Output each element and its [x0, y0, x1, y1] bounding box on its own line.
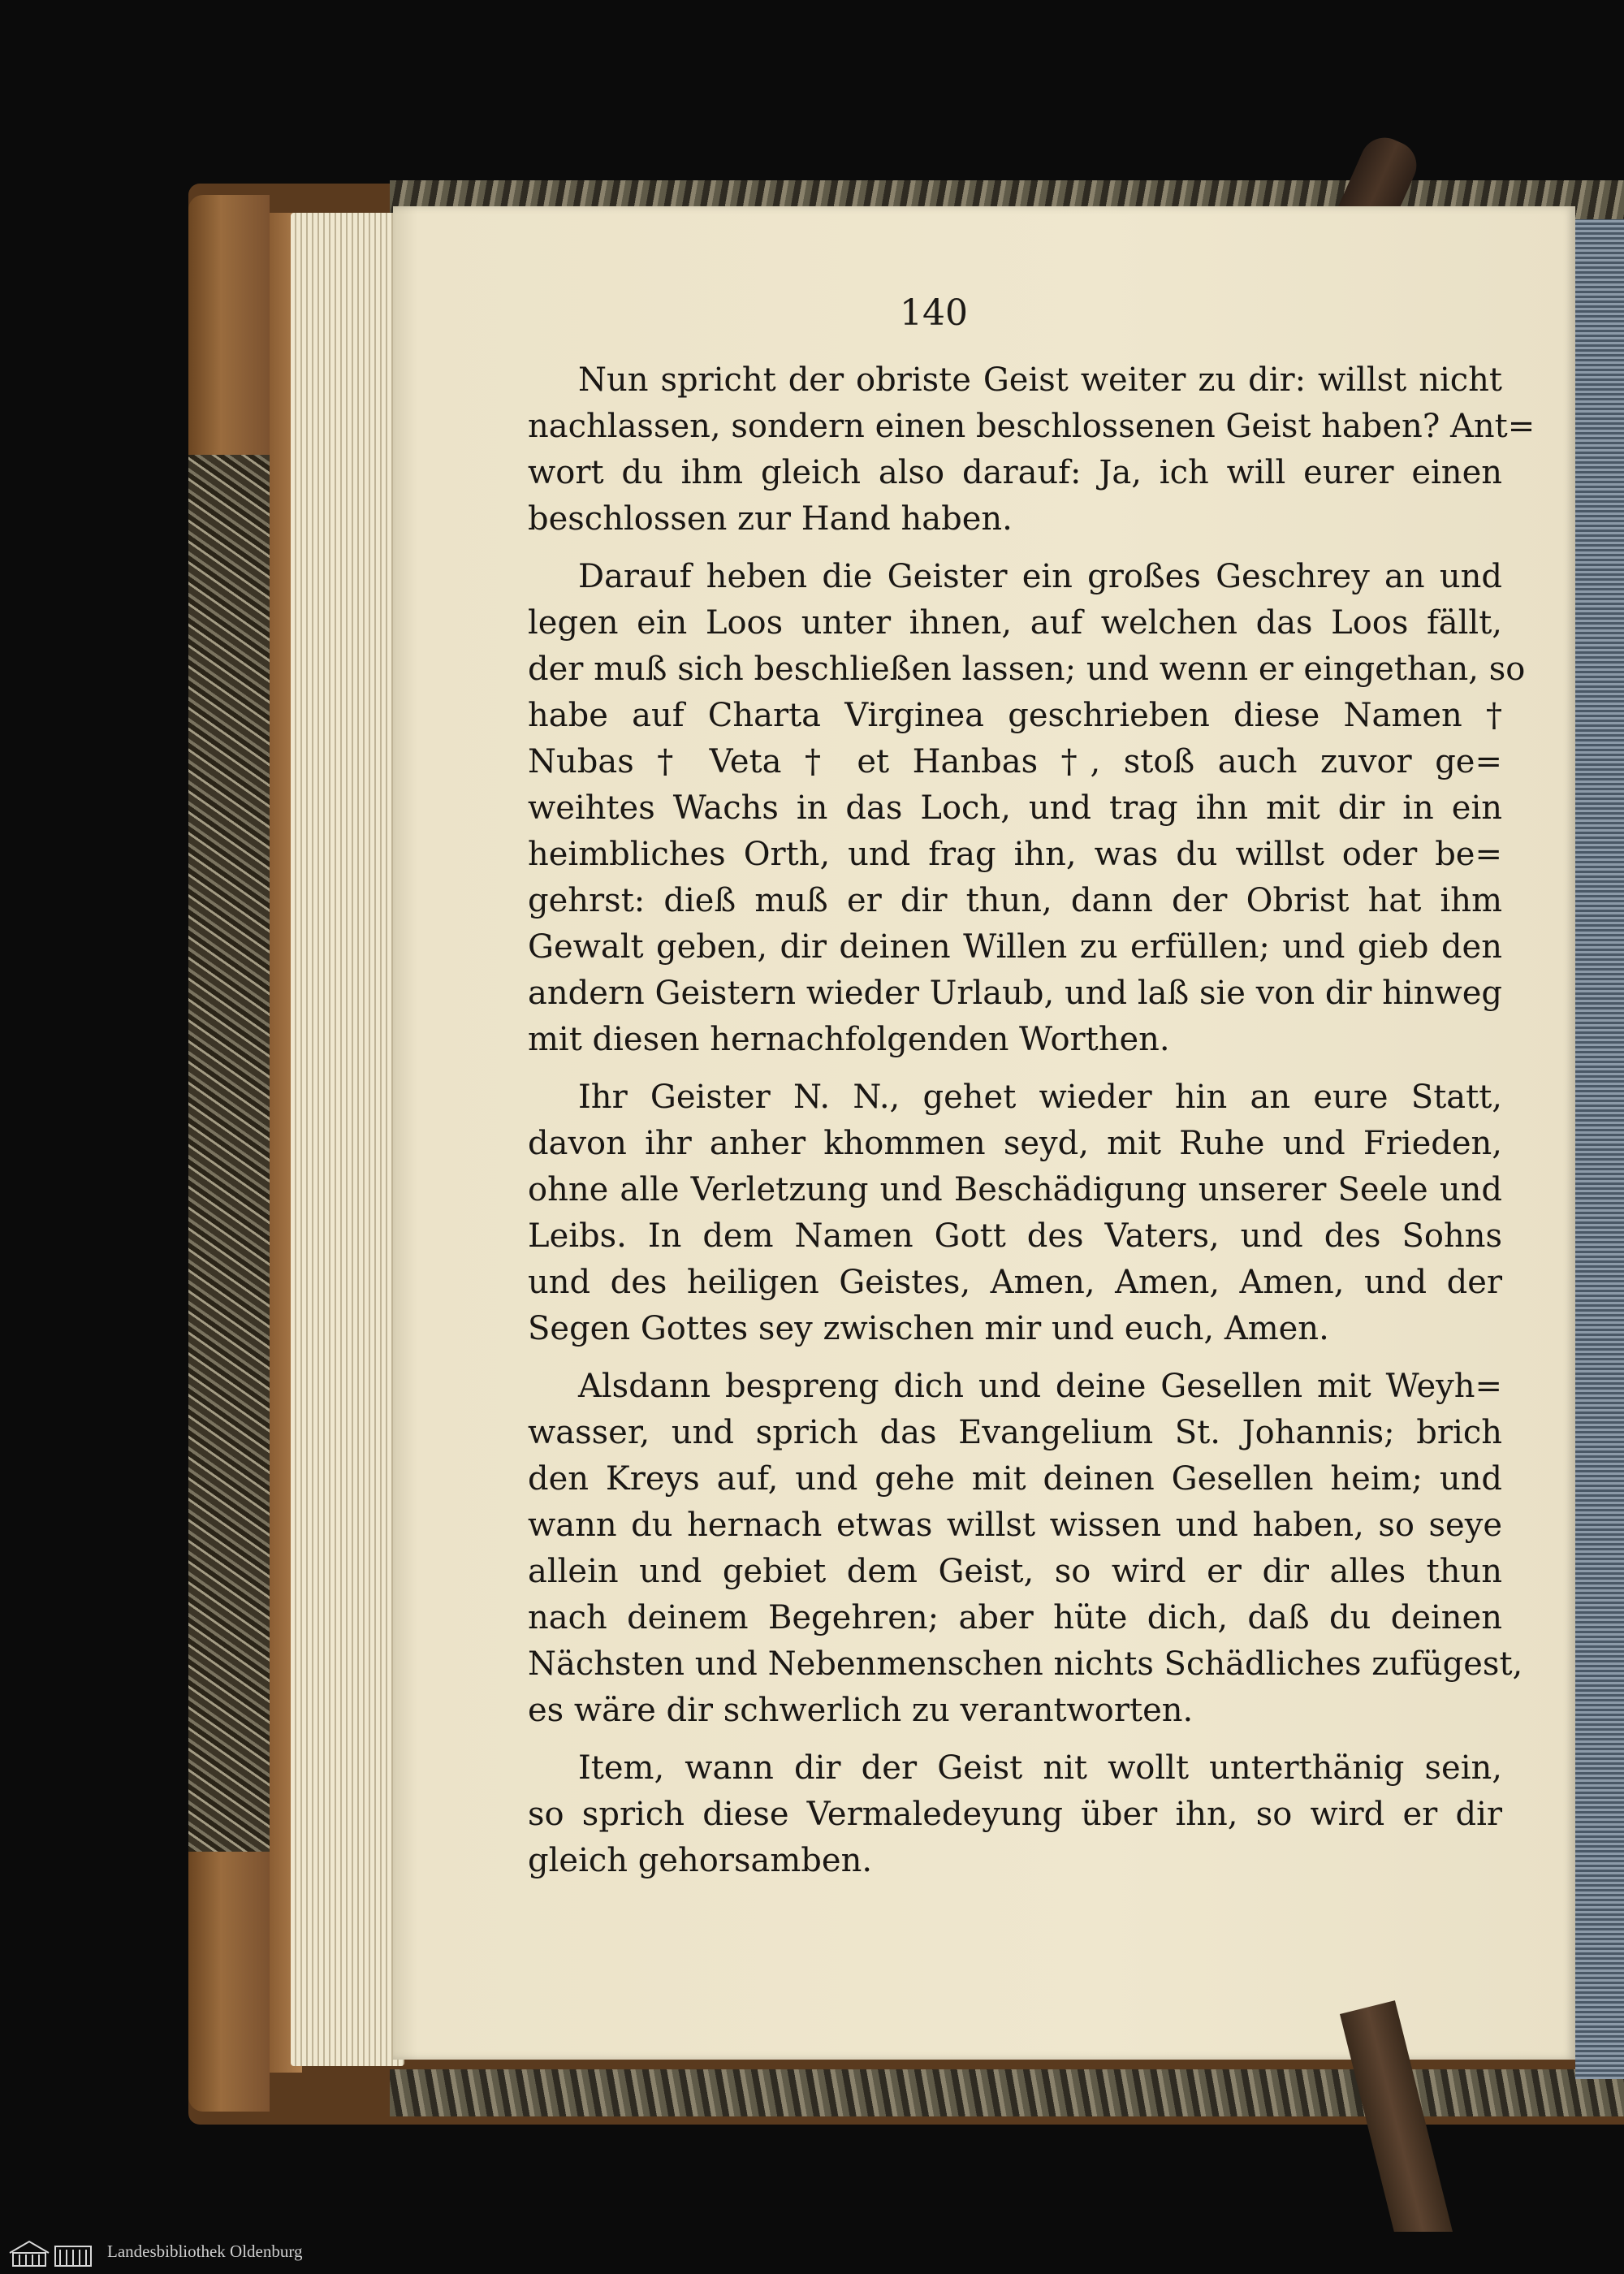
text-line: weihtes Wachs in das Loch, und trag ihn mit dir in ein [528, 789, 1502, 827]
text-line: beschlossen zur Hand haben. [528, 500, 1013, 538]
cloth-binding-edge [1575, 219, 1624, 2079]
text-line: Darauf heben die Geister ein großes Geschrey an und [578, 558, 1502, 595]
paragraph [528, 1745, 1502, 1884]
paragraph [528, 357, 1535, 543]
page-edge-stack [291, 213, 404, 2066]
text-line: legen ein Loos unter ihnen, auf welchen das Loos fällt, [528, 604, 1502, 642]
text-line: habe auf Charta Virginea geschrieben diese Namen † [528, 697, 1502, 734]
text-line: Item, wann dir der Geist nit wollt unterthänig sein, [578, 1749, 1502, 1787]
text-line: und des heiligen Geistes, Amen, Amen, Amen, und der [528, 1264, 1502, 1301]
text-line: mit diesen hernachfolgenden Worthen. [528, 1021, 1170, 1058]
text-line: der muß sich beschließen lassen; und wenn er eingethan, so [528, 651, 1526, 688]
text-line: so sprich diese Vermaledeyung über ihn, so wird er dir [528, 1796, 1502, 1833]
text-line: gleich gehorsamben. [528, 1842, 873, 1879]
text-line: Nun spricht der obriste Geist weiter zu dir: willst nicht [578, 361, 1502, 399]
text-line: Leibs. In dem Namen Gott des Vaters, und des Sohns [528, 1217, 1502, 1255]
paragraph [528, 1364, 1523, 1734]
library-logo-icon [6, 2237, 94, 2269]
page-text [528, 357, 1535, 1896]
text-line: andern Geistern wieder Urlaub, und laß sie von dir hinweg [528, 975, 1502, 1012]
text-line: den Kreys auf, und gehe mit deinen Gesellen heim; und [528, 1460, 1502, 1498]
text-line: Segen Gottes sey zwischen mir und euch, Amen. [528, 1310, 1329, 1347]
text-line: nach deinem Begehren; aber hüte dich, daß du deinen [528, 1599, 1502, 1636]
marbled-board [188, 455, 270, 1852]
text-line: allein und gebiet dem Geist, so wird er dir alles thun [528, 1553, 1502, 1590]
library-name: Landesbibliothek Oldenburg [107, 2242, 303, 2261]
cover-marbled-bottom-edge [390, 2069, 1624, 2116]
paragraph [528, 1074, 1502, 1352]
text-line: Ihr Geister N. N., gehet wieder hin an eure Statt, [578, 1079, 1502, 1116]
text-line: wasser, und sprich das Evangelium St. Johannis; brich [528, 1414, 1502, 1451]
paragraph [528, 554, 1526, 1063]
page-number: 140 [900, 292, 968, 334]
text-line: Nächsten und Nebenmenschen nichts Schädliches zufügest, [528, 1645, 1523, 1683]
text-line: es wäre dir schwerlich zu verantworten. [528, 1692, 1194, 1729]
text-line: nachlassen, sondern einen beschlossenen Geist haben? Ant= [528, 408, 1535, 445]
text-line: ohne alle Verletzung und Beschädigung unserer Seele und [528, 1171, 1502, 1208]
text-line: Nubas † Veta † et Hanbas †, stoß auch zuvor ge= [528, 743, 1502, 780]
text-line: wann du hernach etwas willst wissen und haben, so seye [528, 1507, 1502, 1544]
text-line: heimbliches Orth, und frag ihn, was du willst oder be= [528, 836, 1502, 873]
text-line: davon ihr anher khommen seyd, mit Ruhe und Frieden, [528, 1125, 1502, 1162]
text-line: Alsdann bespreng dich und deine Gesellen mit Weyh= [578, 1368, 1502, 1405]
text-line: gehrst: dieß muß er dir thun, dann der Obrist hat ihm [528, 882, 1502, 919]
text-line: Gewalt geben, dir deinen Willen zu erfüllen; und gieb den [528, 928, 1502, 966]
text-line: wort du ihm gleich also darauf: Ja, ich will eurer einen [528, 454, 1502, 491]
